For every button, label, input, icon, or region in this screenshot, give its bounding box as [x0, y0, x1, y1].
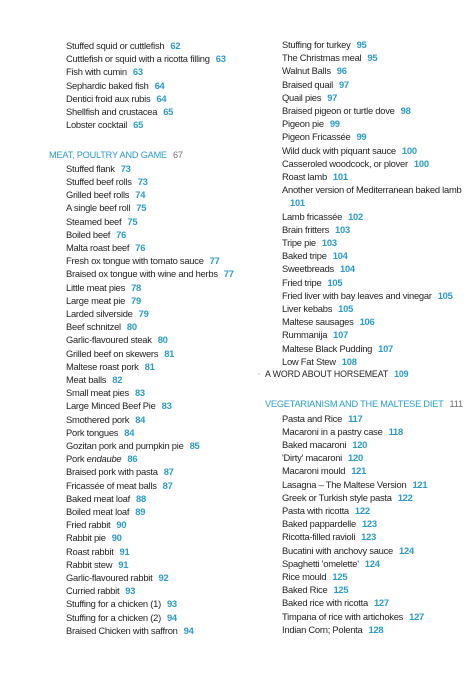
- entry-title: Quail pies: [282, 91, 322, 103]
- page-number: 67: [172, 149, 183, 160]
- entry-title: 'Dirty' macaroni: [282, 452, 343, 464]
- entry-title: Baked meat loaf: [66, 492, 130, 504]
- page-number: 101: [290, 197, 305, 209]
- page-number: 74: [135, 189, 146, 201]
- toc-entry: [49, 201, 261, 214]
- entry-title: Pork tongues: [66, 426, 119, 438]
- entry-title: Larded silverside: [66, 307, 133, 319]
- toc-entry: [49, 254, 261, 267]
- toc-entry: [265, 196, 470, 209]
- toc-entry: [265, 517, 470, 530]
- entry-title: Baked tripe: [282, 250, 327, 262]
- entry-title: Fresh ox tongue with tomato sauce: [66, 255, 204, 267]
- entry-title: Dentici froid aux rubis: [66, 92, 151, 104]
- page-number: 90: [116, 519, 127, 531]
- toc-entry: [49, 426, 261, 439]
- page-number: 87: [162, 479, 173, 491]
- toc-entry: [265, 544, 470, 557]
- entry-title: Bucatini with anchovy sauce: [282, 544, 394, 556]
- toc-entry: [49, 584, 261, 597]
- entry-title: Fish with cumin: [66, 66, 127, 78]
- entry-title: Sweetbreads: [282, 263, 334, 275]
- entry-title: Shellfish and crustacea: [66, 106, 158, 117]
- entry-title: Garlic-flavoured steak: [66, 334, 152, 346]
- toc-entry: [49, 518, 261, 531]
- toc-entry: [265, 302, 470, 315]
- entry-title: Low Fat Stew: [282, 355, 336, 367]
- entry-title: endaube: [86, 453, 122, 465]
- page-number: 98: [400, 105, 411, 116]
- toc-entry: [265, 491, 470, 504]
- toc-entry: [265, 104, 470, 117]
- page-number: 83: [161, 400, 172, 412]
- page-number: 92: [158, 571, 169, 583]
- entry-title: Lobster cocktail: [66, 119, 128, 131]
- page-number: 102: [348, 210, 363, 222]
- toc-entry: [265, 557, 470, 570]
- toc-entry: [49, 373, 261, 386]
- stray-mark: ’: [258, 372, 260, 381]
- toc-entry: [49, 79, 261, 92]
- entry-title: Rabbit pie: [66, 532, 106, 544]
- page-number: 123: [361, 518, 377, 530]
- toc-entry: [49, 347, 261, 360]
- toc-entry: [265, 315, 470, 328]
- entry-title: Sephardic baked fish: [66, 79, 149, 91]
- toc-entry: [265, 38, 470, 51]
- entry-title: Maltese roast pork: [66, 360, 139, 372]
- toc-entry: [265, 276, 470, 289]
- entry-title: Cuttlefish or squid with a ricotta filling: [66, 53, 210, 65]
- entry-title: Large Minced Beef Pie: [66, 400, 156, 412]
- toc-entry: [49, 399, 261, 412]
- page-number: 94: [183, 624, 194, 636]
- toc-entry: [265, 170, 470, 183]
- toc-entry: [49, 333, 261, 346]
- page-number: 89: [135, 505, 146, 517]
- toc-entry: [49, 439, 261, 452]
- page-number: 99: [329, 118, 340, 130]
- toc-entry: [49, 162, 261, 175]
- toc-entry: [49, 188, 261, 201]
- toc-entry: [265, 425, 470, 438]
- toc-entry: [265, 464, 470, 477]
- entry-title: Greek or Turkish style pasta: [282, 491, 392, 503]
- page-number: 105: [327, 276, 343, 288]
- entry-title: Baked rice with ricotta: [282, 597, 368, 609]
- toc-entry: [265, 570, 470, 583]
- page-number: 103: [321, 237, 337, 248]
- entry-title: Grilled beef on skewers: [66, 347, 159, 359]
- entry-title: Brain fritters: [282, 223, 330, 235]
- toc-entry: [265, 610, 470, 623]
- toc-entry: [265, 289, 470, 302]
- toc-entry: [49, 505, 261, 518]
- toc-entry: [265, 596, 470, 609]
- page-number: 122: [397, 491, 413, 503]
- page-number: 90: [111, 532, 122, 544]
- toc-entry: [265, 210, 470, 223]
- entry-title: Stuffed beef rolls: [66, 175, 132, 187]
- toc-entry: [49, 492, 261, 505]
- page-number: 122: [354, 504, 370, 516]
- toc-entry: [265, 51, 470, 64]
- page-number: 79: [131, 294, 141, 306]
- toc-entry: [49, 571, 261, 584]
- entry-title: Tripe pie: [282, 237, 316, 248]
- page-number: 107: [378, 342, 394, 354]
- toc-entry: [49, 386, 261, 399]
- entry-title: Braised pork with pasta: [66, 466, 158, 478]
- entry-title: Macaroni in a pastry case: [282, 425, 383, 437]
- page-number: 64: [154, 79, 165, 91]
- entry-title: Grilled beef rolls: [66, 189, 130, 201]
- page-number: 121: [412, 478, 428, 490]
- toc-entry: [265, 144, 470, 157]
- page-number: 127: [409, 610, 425, 622]
- entry-title: Walnut Balls: [282, 65, 331, 77]
- toc-entry: [265, 342, 470, 355]
- entry-title: Stuffing for turkey: [282, 39, 351, 50]
- entry-title: Fried tripe: [282, 276, 322, 288]
- page-number: 120: [352, 438, 368, 450]
- page-number: 100: [413, 157, 429, 169]
- page-number: 121: [351, 465, 367, 477]
- page-number: 64: [156, 92, 167, 104]
- entry-title: Pasta and Rice: [282, 412, 343, 424]
- entry-title: Liver kebabs: [282, 303, 333, 314]
- entry-title: Pigeon pie: [282, 118, 324, 130]
- toc-entry: [49, 175, 261, 188]
- page-number: 81: [144, 360, 155, 372]
- entry-title: Lasagna – The Maltese Version: [282, 478, 407, 490]
- entry-title: Garlic-flavoured rabbit: [66, 571, 153, 583]
- page-number: 82: [112, 373, 123, 385]
- toc-entry: [265, 117, 470, 130]
- toc-entry: [49, 92, 261, 105]
- page-number: 124: [364, 557, 380, 569]
- toc-entry: [49, 105, 261, 118]
- entry-title: Boiled beef: [66, 228, 111, 240]
- entry-title: Steamed beef: [66, 215, 122, 227]
- toc-entry: [49, 228, 261, 241]
- entry-title: Rabbit stew: [66, 558, 113, 570]
- toc-entry: [265, 504, 470, 517]
- toc-entry: [265, 623, 470, 636]
- toc-entry: [49, 294, 261, 307]
- entry-title: Boiled meat loaf: [66, 505, 130, 517]
- entry-title: Stuffed squid or cuttlefish: [66, 40, 165, 51]
- entry-title: Baked macaroni: [282, 438, 347, 450]
- page-number: 65: [163, 106, 174, 117]
- entry-title: Little meat pies: [66, 281, 126, 293]
- page-number: 79: [138, 307, 149, 319]
- toc-entry: [265, 530, 470, 543]
- entry-title: Smothered pork: [66, 413, 130, 425]
- toc-entry: [49, 118, 261, 131]
- page-number: 75: [127, 215, 138, 227]
- entry-title: MEAT, POULTRY AND GAME: [49, 149, 167, 160]
- toc-entry: [49, 558, 261, 571]
- page-number: 93: [125, 585, 136, 597]
- page-number: 97: [338, 78, 349, 90]
- toc-entry: [49, 465, 261, 478]
- page-number: 109: [394, 369, 409, 379]
- entry-title: Stuffing for a chicken (1): [66, 598, 161, 610]
- toc-entry: [49, 545, 261, 558]
- entry-title: Pigeon Fricassée: [282, 131, 351, 143]
- page-number: 75: [136, 202, 147, 214]
- toc-entry: [265, 183, 470, 196]
- page-number: 88: [136, 492, 146, 504]
- entry-title: Lamb fricassée: [282, 210, 343, 222]
- toc-entry: [265, 249, 470, 262]
- entry-title: Curried rabbit: [66, 585, 120, 597]
- page-number: 77: [209, 255, 220, 267]
- toc-entry: [265, 130, 470, 143]
- toc-entry: [265, 236, 470, 249]
- page-number: 100: [401, 144, 417, 156]
- page-number: 108: [341, 355, 357, 367]
- toc-entry: [265, 438, 470, 451]
- toc-entry: [49, 452, 261, 465]
- entry-title: Another version of Mediterranean baked lamb: [282, 184, 462, 196]
- page-number: 83: [134, 387, 145, 399]
- page-number: 104: [339, 263, 355, 275]
- entry-title: Spaghetti 'omelette': [282, 557, 359, 569]
- page-number: 85: [189, 439, 200, 451]
- toc-entry: [49, 360, 261, 373]
- entry-title: Indian Corn; Polenta: [282, 623, 363, 635]
- toc-entry: [265, 157, 470, 170]
- toc-entry: [49, 531, 261, 544]
- entry-title: Baked pappardelle: [282, 518, 356, 530]
- toc-entry: [49, 307, 261, 320]
- entry-title: Roast lamb: [282, 171, 327, 182]
- entry-title: Baked Rice: [282, 584, 328, 596]
- page-number: 73: [120, 162, 131, 174]
- toc-entry: [265, 262, 470, 275]
- entry-title: A WORD ABOUT HORSEMEAT: [265, 369, 389, 379]
- page-number: 103: [335, 223, 350, 235]
- entry-title: Rummanija: [282, 329, 328, 341]
- page-number: 105: [338, 303, 354, 314]
- entry-title: Macaroni mould: [282, 465, 346, 477]
- page-number: 80: [126, 321, 137, 333]
- page-number: 96: [336, 65, 347, 77]
- entry-title: VEGETARIANISM AND THE MALTESE DIET: [265, 399, 444, 410]
- toc-entry: [265, 91, 470, 104]
- page-number: 81: [164, 347, 175, 359]
- entry-title: Stuffing for a chicken (2): [66, 611, 161, 623]
- entry-title: Beef schnitzel: [66, 321, 121, 333]
- page-number: 93: [166, 598, 177, 610]
- page-number: 118: [388, 425, 403, 437]
- entry-title: Fried rabbit: [66, 519, 111, 531]
- page-number: 124: [399, 544, 414, 556]
- page-number: 65: [133, 119, 144, 131]
- toc-entry: [49, 479, 261, 492]
- page-number: 86: [127, 453, 138, 465]
- toc-entry: [265, 478, 470, 491]
- page-number: 91: [119, 545, 130, 557]
- page-number: 84: [135, 413, 146, 425]
- entry-title: Meat balls: [66, 373, 107, 385]
- toc-entry: [49, 215, 261, 228]
- entry-title: Fricassée of meat balls: [66, 479, 157, 491]
- entry-title: Braised pigeon or turtle dove: [282, 105, 395, 116]
- section-aside: [265, 368, 470, 381]
- toc-entry: [49, 52, 261, 65]
- page-number: 76: [116, 228, 127, 240]
- page-number: 63: [215, 53, 226, 65]
- page-number: 94: [166, 611, 177, 623]
- page-number: 99: [356, 131, 367, 143]
- page-number: 125: [332, 570, 348, 582]
- page-number: 117: [348, 412, 363, 424]
- entry-title: Ricotta-filled ravioli: [282, 531, 356, 543]
- entry-title: Wild duck with piquant sauce: [282, 144, 396, 156]
- toc-entry: [49, 267, 261, 280]
- section-heading: [49, 149, 261, 162]
- page-number: 84: [124, 426, 135, 438]
- entry-title: Stuffed flank: [66, 162, 115, 174]
- page-number: 120: [348, 452, 363, 464]
- page-number: 127: [373, 597, 389, 609]
- toc-entry: [265, 78, 470, 91]
- entry-title: Maltese Black Pudding: [282, 342, 373, 354]
- entry-title: Casseroled woodcock, or plover: [282, 157, 408, 169]
- toc-entry: [265, 583, 470, 596]
- entry-title: Maltese sausages: [282, 316, 354, 328]
- entry-title: Braised quail: [282, 78, 333, 90]
- entry-title: Pasta with ricotta: [282, 504, 349, 516]
- toc-entry: [49, 413, 261, 426]
- toc-entry: [265, 355, 470, 368]
- toc-entry: [49, 39, 261, 52]
- page-number: 62: [170, 40, 181, 51]
- page-number: 91: [118, 558, 129, 570]
- page-number: 111: [449, 399, 463, 410]
- page-number: 107: [333, 329, 349, 341]
- page-number: 105: [437, 289, 453, 301]
- page-number: 104: [332, 250, 348, 262]
- page-number: 106: [359, 316, 375, 328]
- page-number: 73: [137, 175, 148, 187]
- toc-entry: [49, 241, 261, 254]
- toc-entry: [49, 597, 261, 610]
- entry-title: Rice mould: [282, 570, 327, 582]
- toc-entry: [265, 223, 470, 236]
- page-number: 123: [361, 531, 377, 543]
- page-number: 63: [132, 66, 143, 78]
- section-heading: [265, 398, 470, 411]
- toc-entry: [265, 64, 470, 77]
- entry-title: Roast rabbit: [66, 545, 114, 557]
- entry-title: Large meat pie: [66, 294, 126, 306]
- entry-title: The Christmas meal: [282, 52, 362, 64]
- toc-entry: [49, 65, 261, 78]
- toc-entry: [265, 451, 470, 464]
- page-number: 80: [157, 334, 168, 346]
- entry-title: A single beef roll: [66, 202, 131, 214]
- toc-entry: [49, 281, 261, 294]
- page-number: 95: [356, 39, 367, 50]
- entry-title: Braised ox tongue with wine and herbs: [66, 268, 218, 280]
- page-number: 128: [368, 623, 384, 635]
- page-number: 95: [367, 52, 378, 64]
- toc-entry: [265, 412, 470, 425]
- entry-title: Pork: [66, 453, 87, 465]
- page-number: 125: [333, 584, 349, 596]
- entry-title: Braised Chicken with saffron: [66, 624, 178, 636]
- toc-entry: [49, 320, 261, 333]
- page-number: 76: [135, 241, 146, 253]
- toc-entry: [265, 328, 470, 341]
- toc-entry: [49, 624, 261, 637]
- entry-title: Small meat pies: [66, 387, 129, 399]
- toc-entry: [49, 611, 261, 624]
- page-number: 78: [131, 281, 141, 293]
- page-number: 87: [163, 466, 174, 478]
- page-number: 97: [327, 91, 338, 103]
- entry-title: Timpana of rice with artichokes: [282, 610, 404, 622]
- page-number: 101: [332, 171, 348, 182]
- entry-title: Fried liver with bay leaves and vinegar: [282, 289, 432, 301]
- entry-title: Malta roast beef: [66, 241, 130, 253]
- page-number: 77: [223, 268, 234, 280]
- entry-title: Gozitan pork and pumpkin pie: [66, 439, 184, 451]
